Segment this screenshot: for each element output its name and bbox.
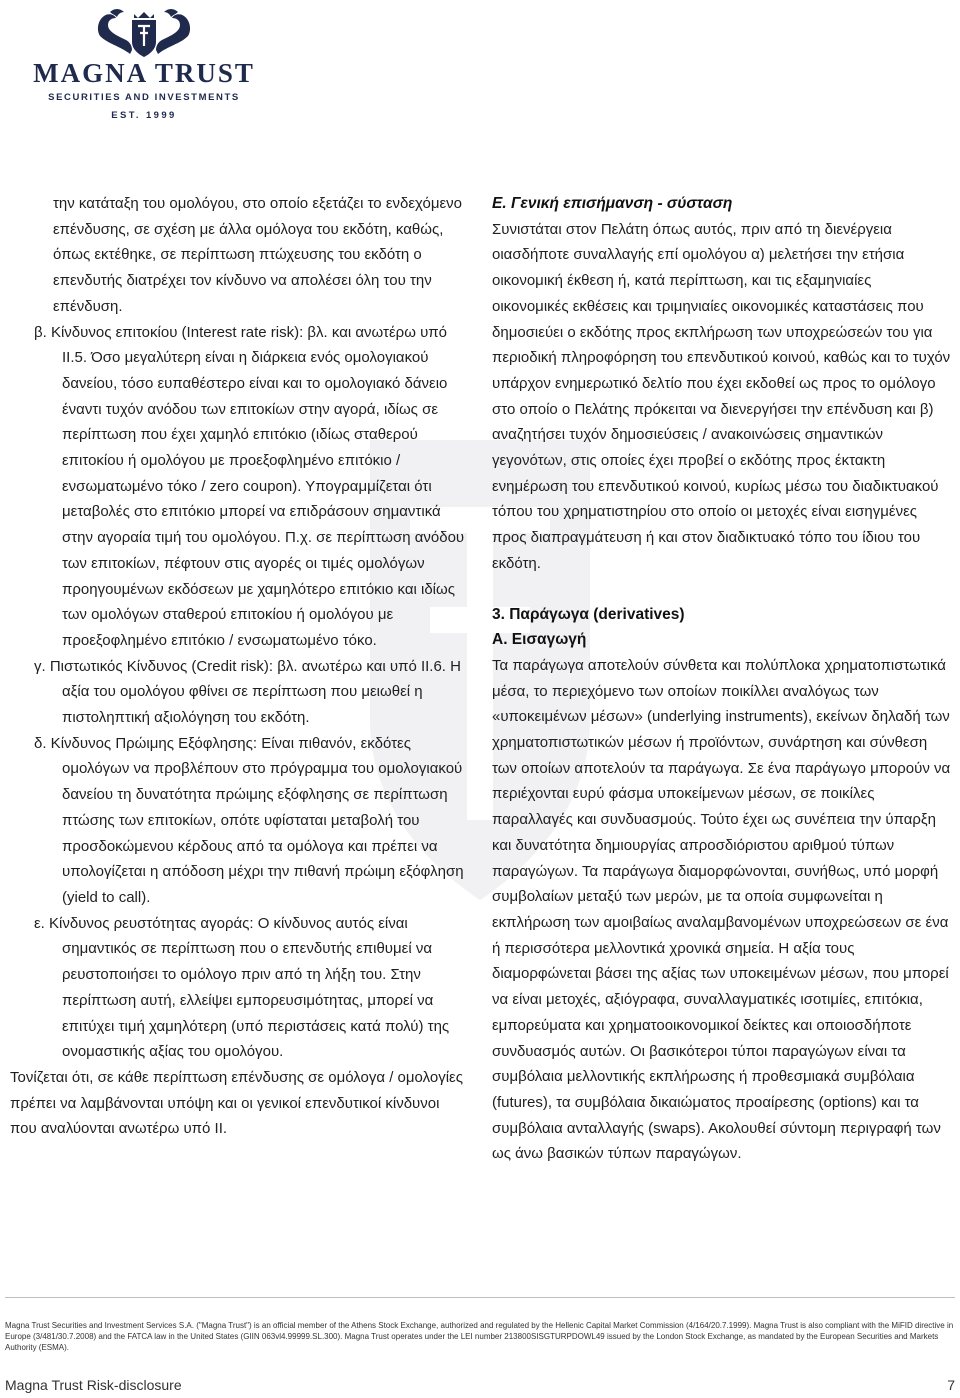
list-item-liquidity-risk: ε. Κίνδυνος ρευστότητας αγοράς: Ο κίνδυνος αυτός είναι σημαντικός σε περίπτωση που ο επενδυτής επιθυμεί να ρευστοποιήσει το ομόλογο πριν από τη λήξη του. Στην περίπτωση αυτή, ελλείψει εμπορευσιμότητας, μπορεί να επιτύχει τιμή χαμηλότερη (υπό περιστάσεις κατά πολύ) της ονομαστικής αξίας του ομολόγου. [34, 914, 450, 1061]
brand-name: MAGNA TRUST [33, 58, 255, 88]
heading-introduction: Α. Εισαγωγή [492, 631, 587, 649]
spacer [492, 577, 952, 602]
brand-established: EST. 1999 [111, 110, 177, 121]
heading-derivatives: 3. Παράγωγα (derivatives) [492, 605, 685, 623]
paragraph-issuer-ranking: την κατάταξη του ομολόγου, στο οποίο εξετάζει το ενδεχόμενο επένδυσης, σε σχέση με άλλα ομόλογα του εκδότη, καθώς, όπως εκτέθηκε, σε περίπτωση πτώχευσης του εκδότη ο επενδυτής διατρέχει τον κίνδυνο να απολέσει όλη του την επένδυση. [53, 195, 463, 315]
brand-tagline: SECURITIES AND INVESTMENTS [48, 92, 240, 103]
page-number: 7 [947, 1377, 955, 1393]
footer-divider [5, 1297, 955, 1298]
lion-crest-icon [90, 6, 198, 60]
list-item-early-redemption-risk: δ. Κίνδυνος Πρώιμης Εξόφλησης: Είναι πιθανόν, εκδότες ομολόγων να προβλέπουν στο πρόγραμμα του ομολογιακού δανείου τη δυνατότητα πρώιμης εξόφλησης σε περίπτωση πτώσης των επιτοκίων, οπότε υφίσταται μεταβολή του προσδοκώμενου κέρδους από τα ομόλογα και πρέπει να υπολογίζεται η απόδοση μέχρι την πιθανή πρώιμη εξόφληση (yield to call). [34, 734, 464, 906]
page-header [0, 0, 960, 125]
paragraph-general-risks-note: Τονίζεται ότι, σε κάθε περίπτωση επένδυσης σε ομόλογα / ομολογίες πρέπει να λαμβάνονται υπόψη και οι γενικοί επενδυτικοί κίνδυνοι που αναλύονται ανωτέρω υπό ΙΙ. [10, 1068, 463, 1138]
left-column [10, 191, 470, 1142]
paragraph-section-e: Συνιστάται στον Πελάτη όπως αυτός, πριν από τη διενέργεια οιασδήποτε συναλλαγής επί ομολόγου α) μελετήσει την ετήσια οικονομική έκθεση ή, κατά περίπτωση, και τις εξαμηνιαίες οικονομικές εκθέσεις και τριμηνιαίες οικονομικές καταστάσεις που δημοσιεύει ο εκδότης προς εκπλήρωση των υποχρεώσεών του για περιοδική πληροφόρηση του επενδυτικού κοινού, καθώς και το τυχόν υπάρχον ενημερωτικό δελτίο που έχει εκδοθεί ως προς το ομόλογο στο οποίο ο Πελάτης πρόκειται να διενεργήσει την επένδυση και β) αναζητήσει τυχόν δημοσιεύσεις / ανακοινώσεις σημαντικών γεγονότων, στις οποίες έχει προβεί ο εκδότης προς έκτακτη ενημέρωση του επενδυτικού κοινού, κυρίως μέσω του διαδικτυακού τόπου του χρηματιστηρίου στο οποίο οι μετοχές είναι εισηγμένες προς διαπραγμάτευση ή και στον διαδικτυακό τόπο του ίδιου του εκδότη. [492, 220, 951, 572]
paragraph-introduction: Τα παράγωγα αποτελούν σύνθετα και πολύπλοκα χρηματοπιστωτικά μέσα, το περιεχόμενο των οποίων ποικίλλει αναλόγως των «υποκειμένων μέσων» (underlying instruments), εκείνων δηλαδή των χρηματοπιστωτικών μέσων ή προϊόντων, συνάρτηση και σύνθεση των οποίων αποτελούν τα παράγωγα. Σε ένα παράγωγο μπορούν να περιέχονται ευρύ φάσμα υποκείμενων μέσων, σε ποικίλες παραλλαγές και συνδυασμούς. Τούτο έχει ως συνέπεια την ύπαρξη και δυνατότητα δημιουργίας απροσδιόριστου αριθμού τύπων παραγώγων. Τα παράγωγα διαμορφώνονται, συνήθως, υπό μορφή συμβολαίων μεταξύ των μερών, με τα οποία συμφωνείται η εκπλήρωση των αμοιβαίως αναλαμβανομένων υποχρεώσεων σε ένα ή περισσότερα μελλοντικά χρονικά σημεία. Η αξία τους διαμορφώνεται βάσει της αξίας των υποκειμένων μέσων, που μπορεί να είναι μετοχές, αξιόγραφα, συναλλαγματικές ισοτιμίες, επιτόκια, εμπορεύματα και χρηματοοικονομικοί δείκτες και οποιοσδήποτε συνδυασμός αυτών. Οι βασικότεροι τύποι παραγώγων είναι τα συμβόλαια μελλοντικής εκπλήρωσης ή προθεσμιακά συμβόλαια (futures), τα συμβόλαια δικαιώματος προαίρεσης (options) και τα συμβόλαια ανταλλαγής (swaps). Ακολουθεί σύντομη περιγραφή των ως άνω βασικών τύπων παραγώγων. [492, 656, 951, 1163]
heading-section-e: Ε. Γενική επισήμανση - σύσταση [492, 195, 733, 212]
list-item-credit-risk: γ. Πιστωτικός Κίνδυνος (Credit risk): βλ. ανωτέρω και υπό ΙΙ.6. Η αξία του ομολόγου φθίνει σε περίπτωση που μειωθεί η πιστοληπτική αξιολόγηση του εκδότη. [34, 657, 461, 727]
right-column [492, 191, 952, 1167]
list-item-interest-rate-risk: β. Κίνδυνος επιτοκίου (Interest rate risk): βλ. και ανωτέρω υπό ΙΙ.5. Όσο μεγαλύτερη είναι η διάρκεια ενός ομολογιακού δανείου, τόσο ευπαθέστερο είναι και το ομολογιακό δάνειο έναντι τυχόν ανόδου των επιτοκίων στην αγορά, ιδίως σε περίπτωση που έχει χαμηλό επιτόκιο (ιδίως σταθερού επιτοκίου ή ομολόγου με προεξοφλημένο επιτόκιο / ενσωματωμένο τόκο / zero coupon). Υπογραμμίζεται ότι μεταβολές στο επιτόκιο μπορεί να επιδράσουν σημαντικά στην αγοραία τιμή του ομολόγου. Π.χ. σε περίπτωση ανόδου των επιτοκίων, πέφτουν στις αγορές οι τιμές ομολόγων προηγουμένων εκδόσεων με χαμηλότερο επιτόκιο και ιδίως των ομολόγων σταθερού επιτοκίου ή ομολόγου με προεξοφλημένο επιτόκιο / ενσωματωμένο τόκο. [34, 323, 465, 649]
footer-disclaimer: Magna Trust Securities and Investment Services S.A. ("Magna Trust") is an official member of the Athens Stock Exchange, authorized and regulated by the Hellenic Capital Market Commission (4/164/20.7.1999). Magna Trust is also compliant with the MiFID directive in Europe (3/481/30.7.2008) and the FATCA law in the United States (GIIN 063vl4.99999.SL.300). Magna Trust operates under the LEI number 213800SISGTURPDOWL49 issued by the London Stock Exchange, as mandated by the European Securities and Markets Authority (ESMA). [5, 1321, 954, 1352]
magna-trust-logo [24, 6, 264, 121]
footer-document-title: Magna Trust Risk-disclosure [5, 1377, 182, 1393]
